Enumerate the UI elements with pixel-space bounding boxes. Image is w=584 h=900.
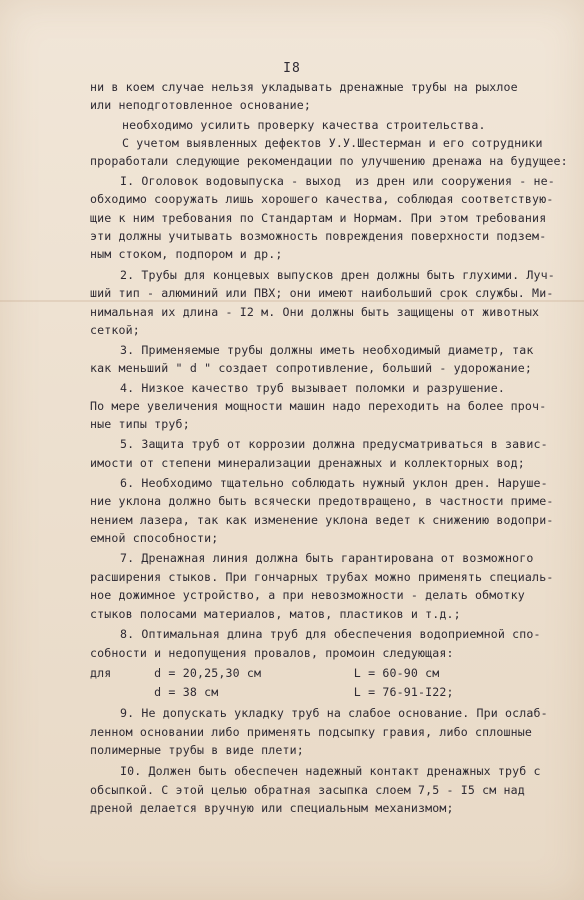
text-line: ни в коем случае нельзя укладывать дренажные трубы на рыхлое: [90, 80, 518, 94]
text-line: собности и недопущения провалов, промоин следующая:: [90, 646, 454, 660]
text-line: I. Оголовок водовыпуска - выход из дрен или сооружения - не-: [120, 174, 555, 188]
text-line: проработали следующие рекомендации по улучшению дренажа на будущее:: [90, 154, 568, 168]
text-line: ние уклона должно быть всячески предотвращено, в частности приме-: [90, 494, 554, 508]
text-line: сеткой;: [90, 323, 140, 337]
text-line: необходимо усилить проверку качества строительства.: [122, 118, 486, 132]
text-line: С учетом выявленных дефектов У.У.Шестерман и его сотрудники: [122, 136, 543, 150]
text-line: ший тип - алюминий или ПВХ; они имеют наибольший срок службы. Ми-: [90, 286, 554, 300]
text-line: 7. Дренажная линия должна быть гарантирована от возможного: [120, 551, 534, 565]
text-line: 4. Низкое качество труб вызывает поломки и разрушение.: [120, 381, 506, 395]
text-line: или неподготовленное основание;: [90, 98, 312, 112]
text-line: нением лазера, так как изменение уклона ведет к снижению водопри-: [90, 513, 554, 527]
text-line: нимальная их длина - I2 м. Они должны быть защищены от животных: [90, 305, 540, 319]
text-line: щие к ним требования по Стандартам и Нормам. При этом требования: [90, 211, 547, 225]
text-line: ное дожимное устройство, а при невозможности - делать обмотку: [90, 588, 525, 602]
text-line: По мере увеличения мощности машин надо переходить на более проч-: [90, 399, 547, 413]
formula-line: для d = 20,25,30 см L = 60-90 см: [90, 666, 440, 680]
text-line: полимерные трубы в виде плети;: [90, 743, 304, 757]
text-line: ные типы труб;: [90, 417, 190, 431]
text-line: емной способности;: [90, 531, 219, 545]
text-line: расширения стыков. При гончарных трубах можно применять специаль-: [90, 570, 554, 584]
text-line: как меньший " d " создает сопротивление, больший - удорожание;: [90, 361, 533, 375]
page-number: I8: [283, 61, 301, 76]
text-line: ленном основании либо применять подсыпку гравия, либо сплошные: [90, 725, 533, 739]
text-line: дреной делается вручную или специальным механизмом;: [90, 801, 454, 815]
text-line: стыков полосами материалов, матов, пластиков и т.д.;: [90, 607, 461, 621]
text-line: имости от степени минерализации дренажных и коллекторных вод;: [90, 456, 525, 470]
text-line: 3. Применяемые трубы должны иметь необходимый диаметр, так: [120, 343, 534, 357]
text-line: эти должны учитывать возможность повреждения поверхности подзем-: [90, 229, 547, 243]
text-line: 9. Не допускать укладку труб на слабое основание. При ослаб-: [120, 706, 548, 720]
text-line: обсыпкой. С этой целью обратная засыпка слоем 7,5 - I5 см над: [90, 783, 525, 797]
text-line: 8. Оптимальная длина труб для обеспечения водоприемной спо-: [120, 627, 541, 641]
text-line: ным стоком, подпором и др.;: [90, 247, 283, 261]
text-line: 6. Необходимо тщательно соблюдать нужный уклон дрен. Наруше-: [120, 476, 548, 490]
text-line: обходимо сооружать лишь хорошего качества, соблюдая соответствую-: [90, 192, 554, 206]
text-line: 2. Трубы для концевых выпусков дрен должны быть глухими. Луч-: [120, 268, 555, 282]
text-line: 5. Защита труб от коррозии должна предусматриваться в завис-: [120, 437, 548, 451]
formula-line: d = 38 см L = 76-91-I22;: [90, 685, 454, 699]
text-line: I0. Должен быть обеспечен надежный контакт дренажных труб с: [120, 764, 541, 778]
